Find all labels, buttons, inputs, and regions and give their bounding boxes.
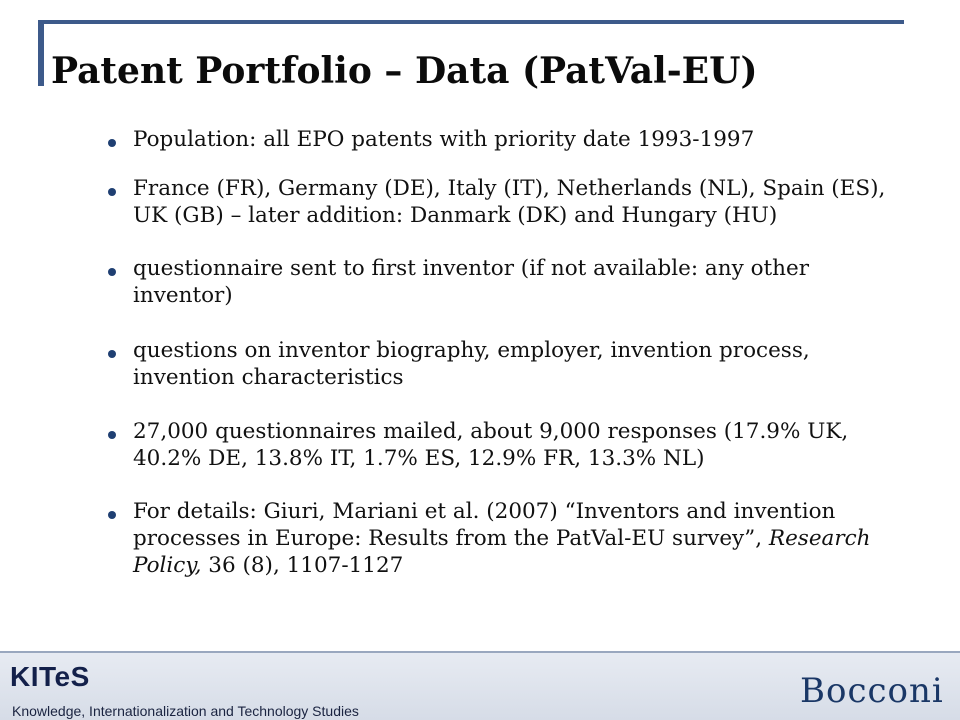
bullet-item: questions on inventor biography, employer, invention process, invention characteristics bbox=[106, 337, 906, 391]
bullet-item: questionnaire sent to first inventor (if not available: any other inventor) bbox=[106, 255, 906, 309]
bullet-item: 27,000 questionnaires mailed, about 9,000 responses (17.9% UK, 40.2% DE, 13.8% IT, 1.7% ES, 12.9% FR, 13.3% NL) bbox=[106, 418, 906, 472]
bocconi-logo: Bocconi bbox=[800, 671, 944, 711]
bullet-list bbox=[106, 126, 906, 579]
kites-subtitle: Knowledge, Internationalization and Technology Studies bbox=[12, 703, 359, 719]
kites-logo: KITeS bbox=[10, 661, 90, 692]
reference-details: 36 (8), 1107-1127 bbox=[201, 553, 404, 578]
bullet-item: Population: all EPO patents with priority date 1993-1997 bbox=[106, 126, 906, 153]
bullet-item: France (FR), Germany (DE), Italy (IT), Netherlands (NL), Spain (ES), UK (GB) – later addition: Danmark (DK) and Hungary (HU) bbox=[106, 175, 906, 229]
slide-title: Patent Portfolio – Data (PatVal-EU) bbox=[51, 50, 758, 92]
journal-name: Research Policy, bbox=[133, 526, 871, 578]
reference-text: For details: Giuri, Mariani et al. (2007) “Inventors and invention processes in Europe: Results from the PatVal-EU survey”, bbox=[133, 499, 836, 551]
bullet-item-reference bbox=[106, 498, 906, 579]
